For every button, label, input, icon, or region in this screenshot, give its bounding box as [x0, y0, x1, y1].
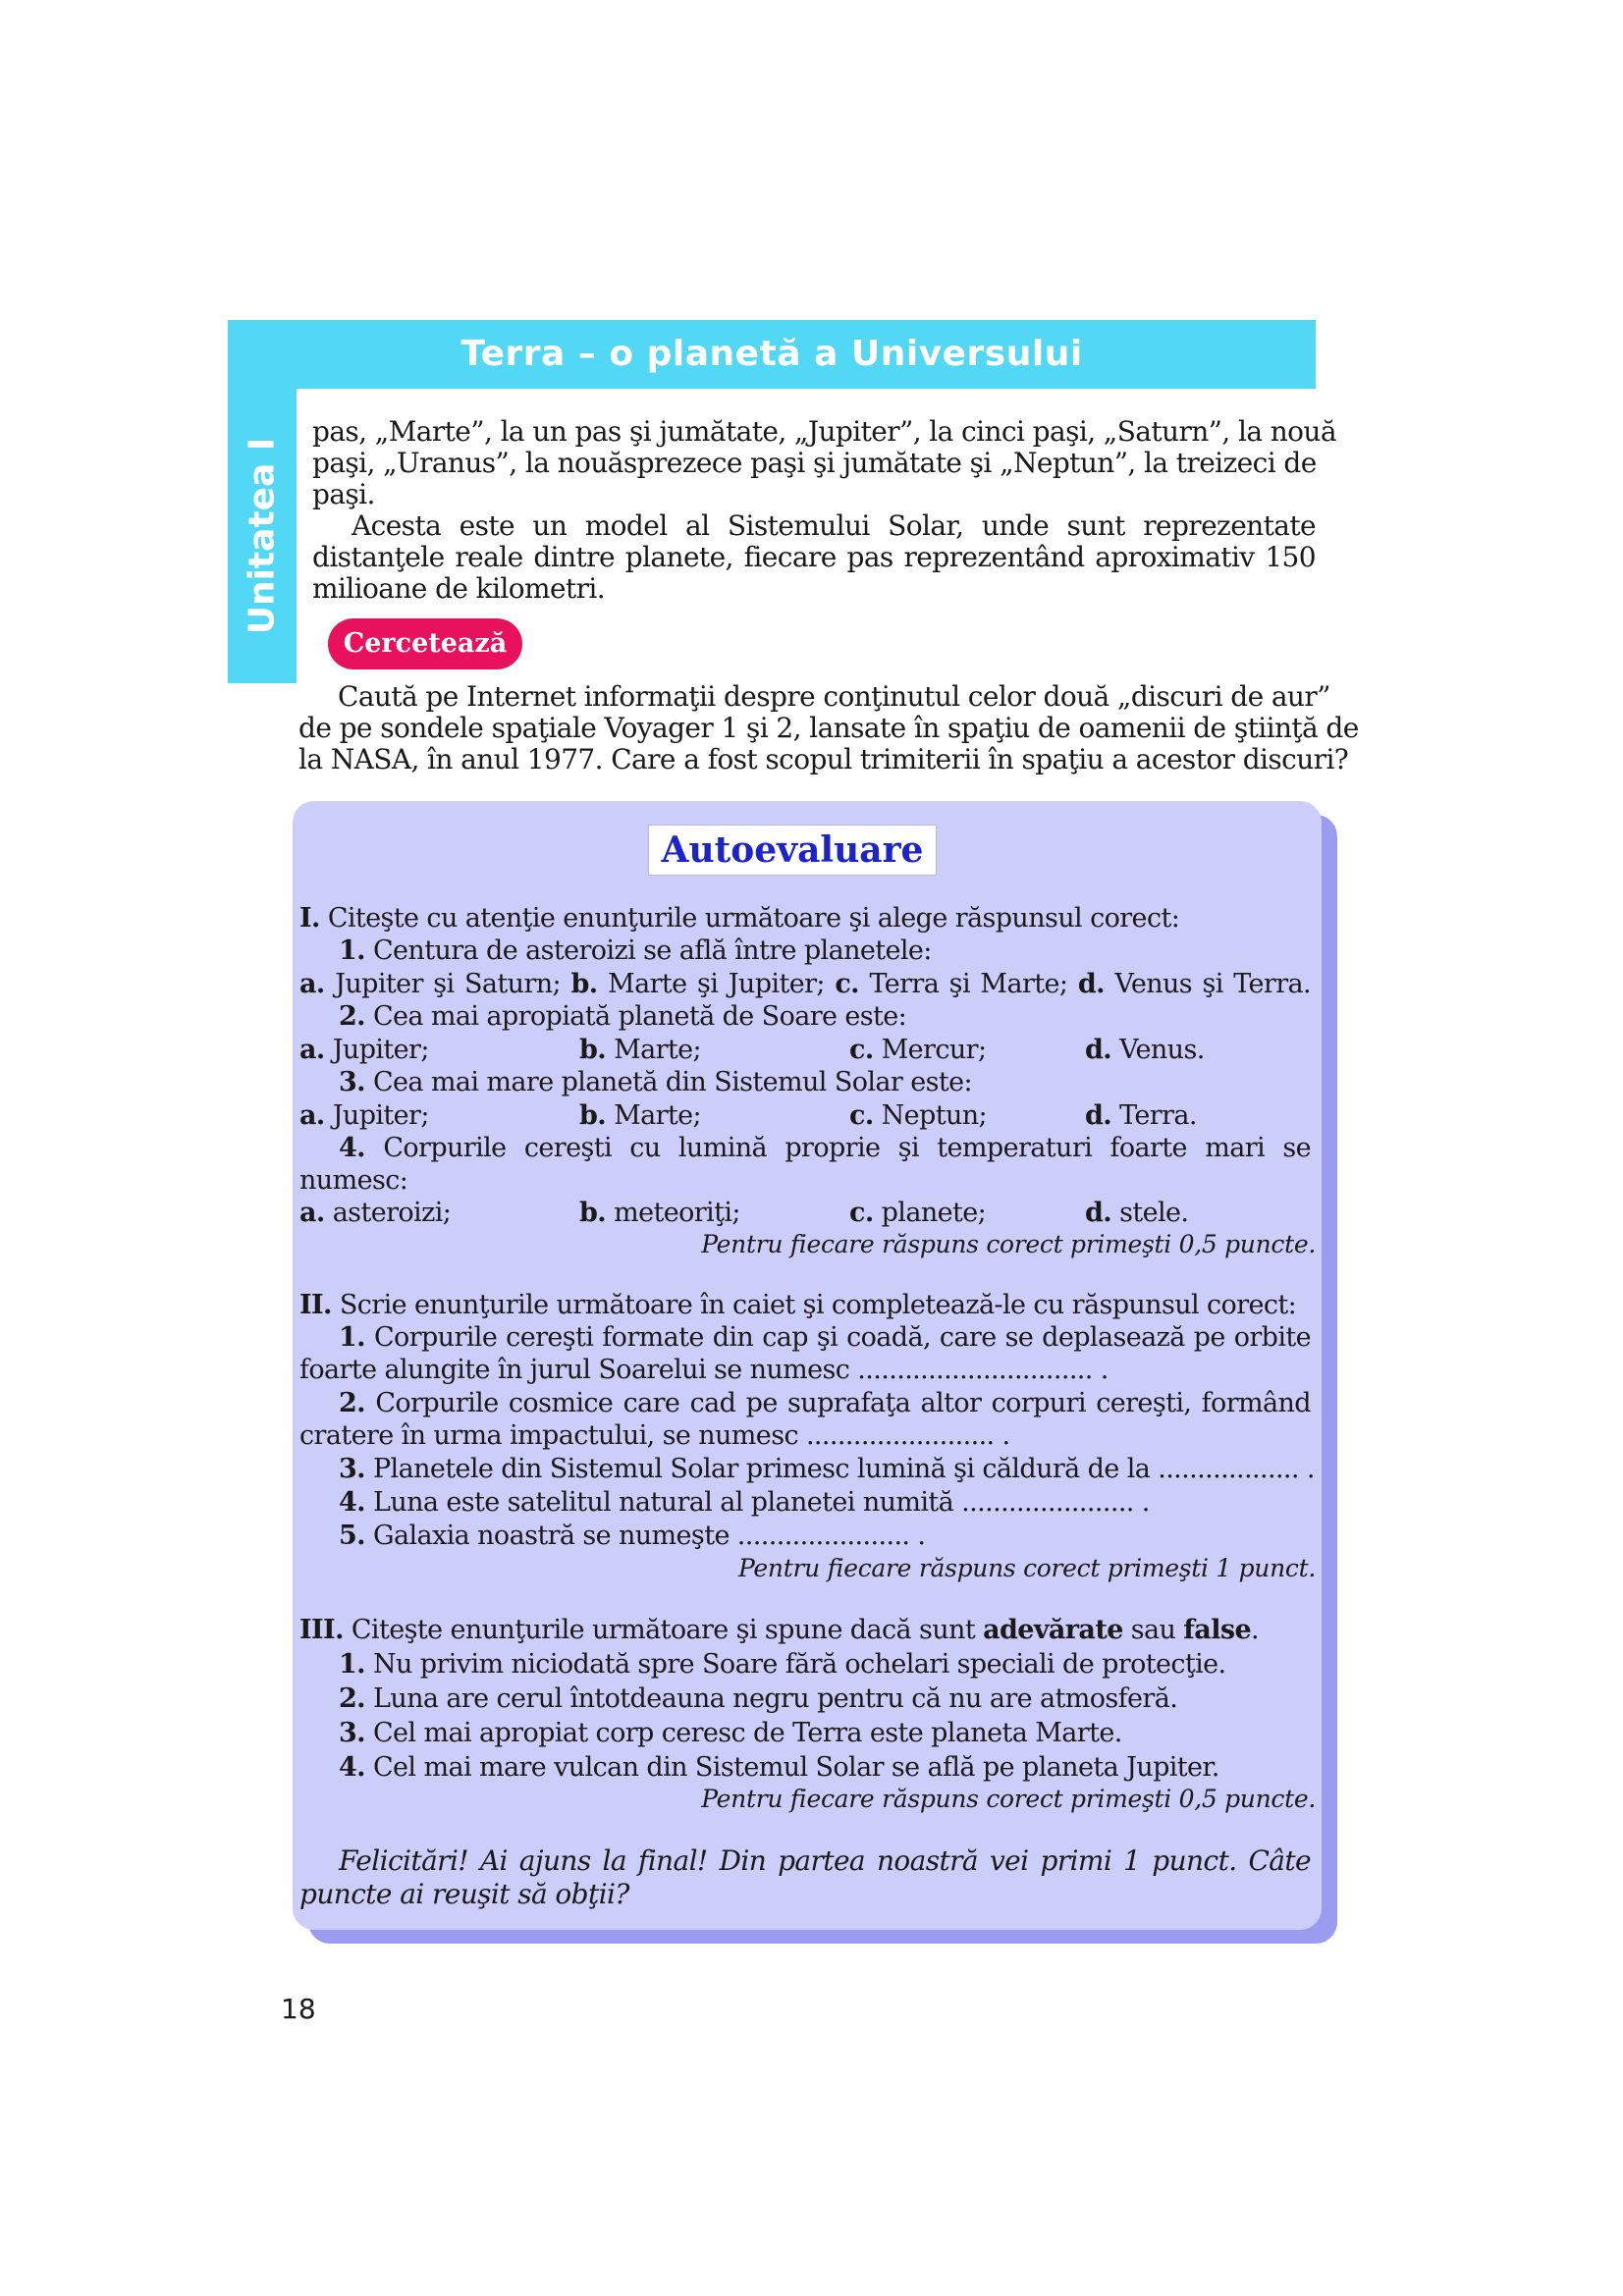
q3-option-b: b. Marte; — [579, 1100, 702, 1131]
fill-item-4: 4. Luna este satelitul natural al planetei numită ...................... . — [339, 1487, 1150, 1518]
intro-paragraph-1: pas, „Marte”, la un pas şi jumătate, „Jupiter”, la cinci paşi, „Saturn”, la nouă paşi, „Uranus”, la nouăsprezece paşi şi jumătate şi „Neptun”, la treizeci de paşi. — [312, 415, 1336, 510]
q2-option-c: c. Mercur; — [849, 1035, 987, 1065]
question-4: 4. Corpurile cereşti cu lumină proprie şi temperaturi foarte mari se — [339, 1133, 1312, 1163]
q4-option-d: d. stele. — [1085, 1198, 1189, 1228]
question-1-options: a. Jupiter şi Saturn; b. Marte şi Jupiter; c. Terra şi Marte; d. Venus şi Terra. — [299, 969, 1312, 999]
tf-item-1: 1. Nu privim niciodată spre Soare fără ochelari speciali de protecţie. — [339, 1649, 1226, 1680]
q3-option-d: d. Terra. — [1085, 1100, 1197, 1131]
question-1: 1. Centura de asteroizi se află între planetele: — [339, 935, 932, 966]
chapter-title: Terra – o planetă a Universului — [460, 334, 1083, 374]
assessment-title: Autoevaluare — [648, 825, 937, 876]
q2-option-a: a. Jupiter; — [299, 1035, 429, 1065]
intro-paragraph-2: Acesta este un model al Sistemului Solar, unde sunt reprezentate distanţele reale dintre planete, fiecare pas reprezentând aproximativ 150 milioane de kilometri. — [312, 509, 1316, 605]
q4-option-b: b. meteoriţi; — [579, 1198, 740, 1228]
q2-option-d: d. Venus. — [1085, 1035, 1205, 1065]
tf-item-4: 4. Cel mai mare vulcan din Sistemul Solar se află pe planeta Jupiter. — [339, 1752, 1219, 1783]
question-3: 3. Cea mai mare planetă din Sistemul Solar este: — [339, 1067, 972, 1097]
fill-item-5: 5. Galaxia noastră se numeşte ...................... . — [339, 1521, 926, 1551]
tf-item-2: 2. Luna are cerul întotdeauna negru pentru că nu are atmosferă. — [339, 1683, 1178, 1714]
q4-option-c: c. planete; — [849, 1198, 987, 1228]
closing-line-1: Felicitări! Ai ajuns la final! Din partea noastră vei primi 1 punct. Câte — [339, 1844, 1311, 1877]
research-badge: Cercetează — [328, 618, 522, 669]
page-number: 18 — [281, 1993, 316, 2025]
section-2-score-note: Pentru fiecare răspuns corect primeşti 1 punct. — [738, 1554, 1316, 1582]
question-2: 2. Cea mai apropiată planetă de Soare este: — [339, 1001, 907, 1032]
q3-option-c: c. Neptun; — [849, 1100, 988, 1131]
fill-item-2: 2. Corpurile cosmice care cad pe suprafaţa altor corpuri cereşti, formând — [339, 1388, 1311, 1418]
research-text: Caută pe Internet informaţii despre conţinutul celor două „discuri de aur” de pe sondele spaţiale Voyager 1 şi 2, lansate în spaţiu de oamenii de ştiinţă de la NASA, în anul 1977. Care a fost scopul trimiterii în spaţiu a acestor discuri? — [298, 680, 1359, 775]
unit-label: Unitatea I — [242, 437, 283, 635]
fill-item-1: 1. Corpurile cereşti formate din cap şi coadă, care se deplasează pe orbite — [339, 1322, 1312, 1353]
q4-option-a: a. asteroizi; — [299, 1198, 452, 1228]
q3-option-a: a. Jupiter; — [299, 1100, 429, 1131]
section-1-instruction: I. Citeşte cu atenţie enunţurile următoare şi alege răspunsul corect: — [299, 903, 1180, 934]
question-4-cont: numesc: — [299, 1165, 408, 1196]
section-2-instruction: II. Scrie enunţurile următoare în caiet şi completează-le cu răspunsul corect: — [299, 1290, 1297, 1320]
fill-item-3: 3. Planetele din Sistemul Solar primesc lumină şi căldură de la .................. . — [339, 1454, 1315, 1484]
section-3-instruction: III. Citeşte enunţurile următoare şi spune dacă sunt adevărate sau false. — [299, 1615, 1260, 1645]
closing-line-2: puncte ai reuşit să obţii? — [299, 1878, 629, 1910]
section-3-score-note: Pentru fiecare răspuns corect primeşti 0,5 puncte. — [701, 1785, 1316, 1813]
tf-item-3: 3. Cel mai apropiat corp ceresc de Terra este planeta Marte. — [339, 1718, 1122, 1748]
fill-item-2-cont: cratere în urma impactului, se numesc ........................ . — [299, 1420, 1010, 1451]
q2-option-b: b. Marte; — [579, 1035, 702, 1065]
section-1-score-note: Pentru fiecare răspuns corect primeşti 0,5 puncte. — [701, 1230, 1316, 1258]
fill-item-1-cont: foarte alungite în jurul Soarelui se numesc .............................. . — [299, 1355, 1109, 1385]
